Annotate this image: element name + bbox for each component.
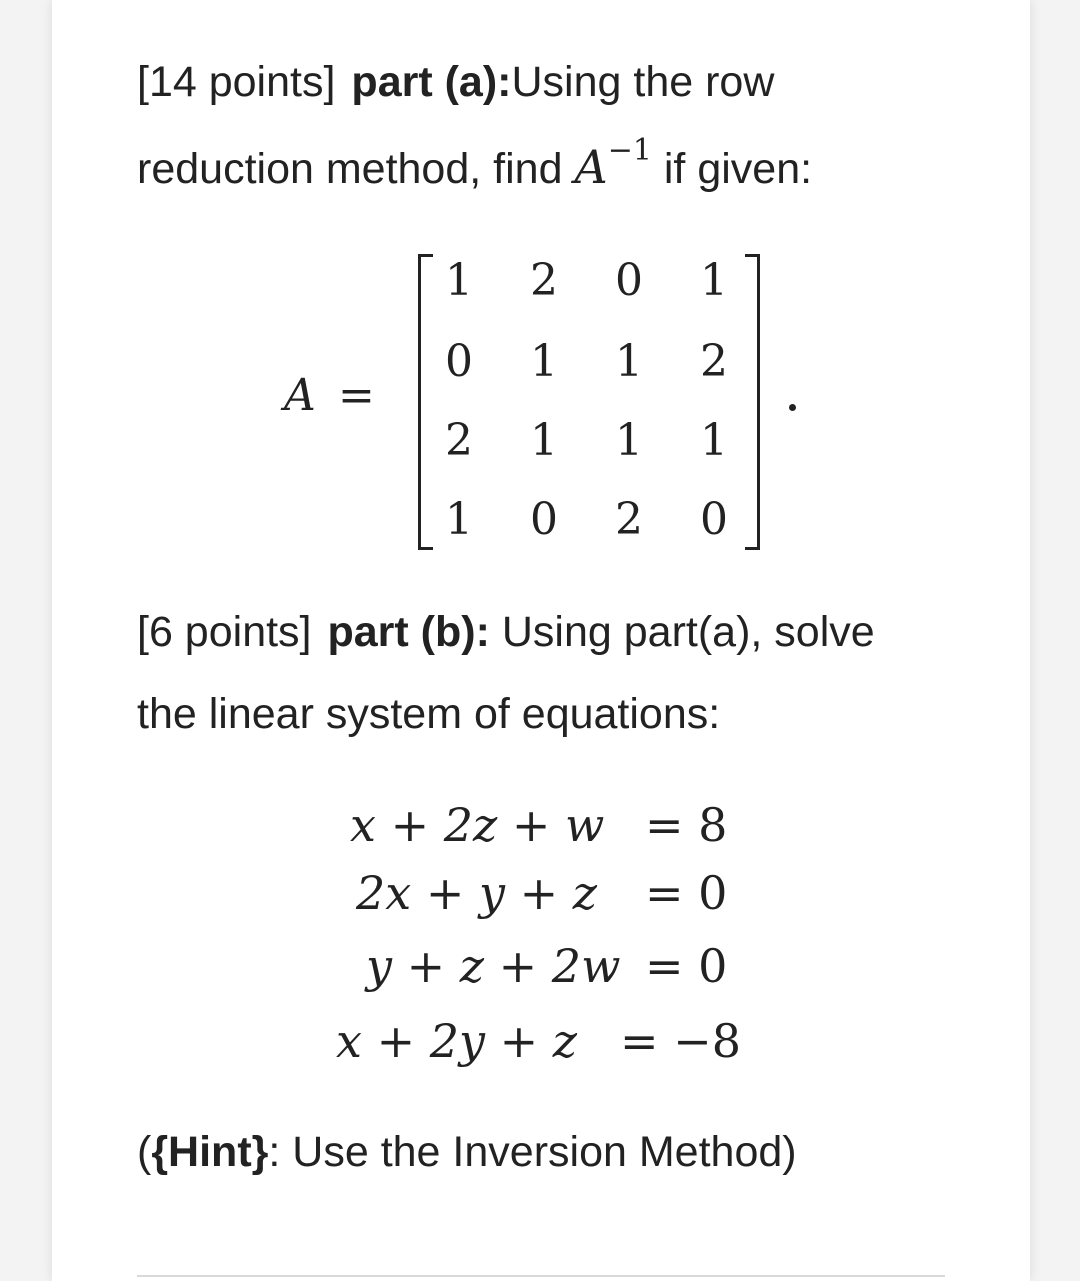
equation-rhs: = −8 (620, 1014, 741, 1068)
equation-rhs: = 8 (645, 798, 728, 852)
matrix-cell: 1 (700, 255, 728, 306)
equation-row (356, 866, 597, 920)
matrix-cell: 1 (445, 255, 473, 306)
equation-lhs: x + 2z + w (350, 798, 605, 852)
equation-lhs: x + 2y + z (336, 1014, 578, 1068)
part-a-points: [14 points] (137, 58, 336, 106)
part-b-line-1 (137, 608, 875, 657)
bottom-divider (137, 1275, 945, 1277)
matrix-cell: 2 (445, 415, 473, 466)
equation-row (366, 939, 620, 993)
matrix-cell: 2 (700, 336, 728, 387)
hint-label: {Hint} (151, 1128, 269, 1176)
matrix-cell: 1 (530, 415, 558, 466)
hint-text: : Use the Inversion Method) (268, 1128, 797, 1176)
hint-line (137, 1128, 797, 1177)
equation-row (350, 798, 604, 852)
part-a-label: part (a): (351, 58, 512, 106)
matrix-cell: 0 (615, 255, 643, 306)
equation-rhs: = 0 (645, 939, 728, 993)
matrix-cell: 0 (445, 336, 473, 387)
matrix-cell: 1 (615, 336, 643, 387)
matrix-cell: 1 (615, 415, 643, 466)
equation-lhs: 2x + y + z (356, 866, 598, 920)
matrix-cell: 1 (445, 494, 473, 545)
inverse-symbol: A (574, 140, 608, 194)
hint-open: ( (137, 1128, 152, 1176)
matrix-cell: 1 (530, 336, 558, 387)
equation-row (336, 1014, 577, 1068)
matrix-equals: = (338, 370, 375, 421)
part-a-text-1: Using the row (511, 58, 775, 106)
part-b-text-2: the linear system of equations: (137, 690, 721, 738)
matrix-right-bracket (745, 254, 760, 550)
equation-lhs: y + z + 2w (366, 939, 621, 993)
matrix-cell: 0 (530, 494, 558, 545)
matrix-cell: 2 (615, 494, 643, 545)
matrix-cell: 1 (700, 415, 728, 466)
part-b-line-2 (137, 690, 720, 739)
matrix-cell: 0 (700, 494, 728, 545)
part-a-line-2 (137, 132, 813, 194)
part-b-points: [6 points] (137, 608, 312, 656)
inverse-exponent: −1 (607, 132, 652, 168)
matrix-cell: 2 (530, 255, 558, 306)
part-a-line-1 (137, 58, 774, 107)
part-b-text-1: Using part(a), solve (501, 608, 875, 656)
part-b-label: part (b): (327, 608, 490, 656)
part-a-text-2: reduction method, find (137, 145, 563, 193)
matrix-name: A (284, 370, 316, 421)
part-a-text-3: if given: (663, 145, 813, 193)
matrix-period (789, 404, 796, 411)
equation-rhs: = 0 (645, 866, 728, 920)
